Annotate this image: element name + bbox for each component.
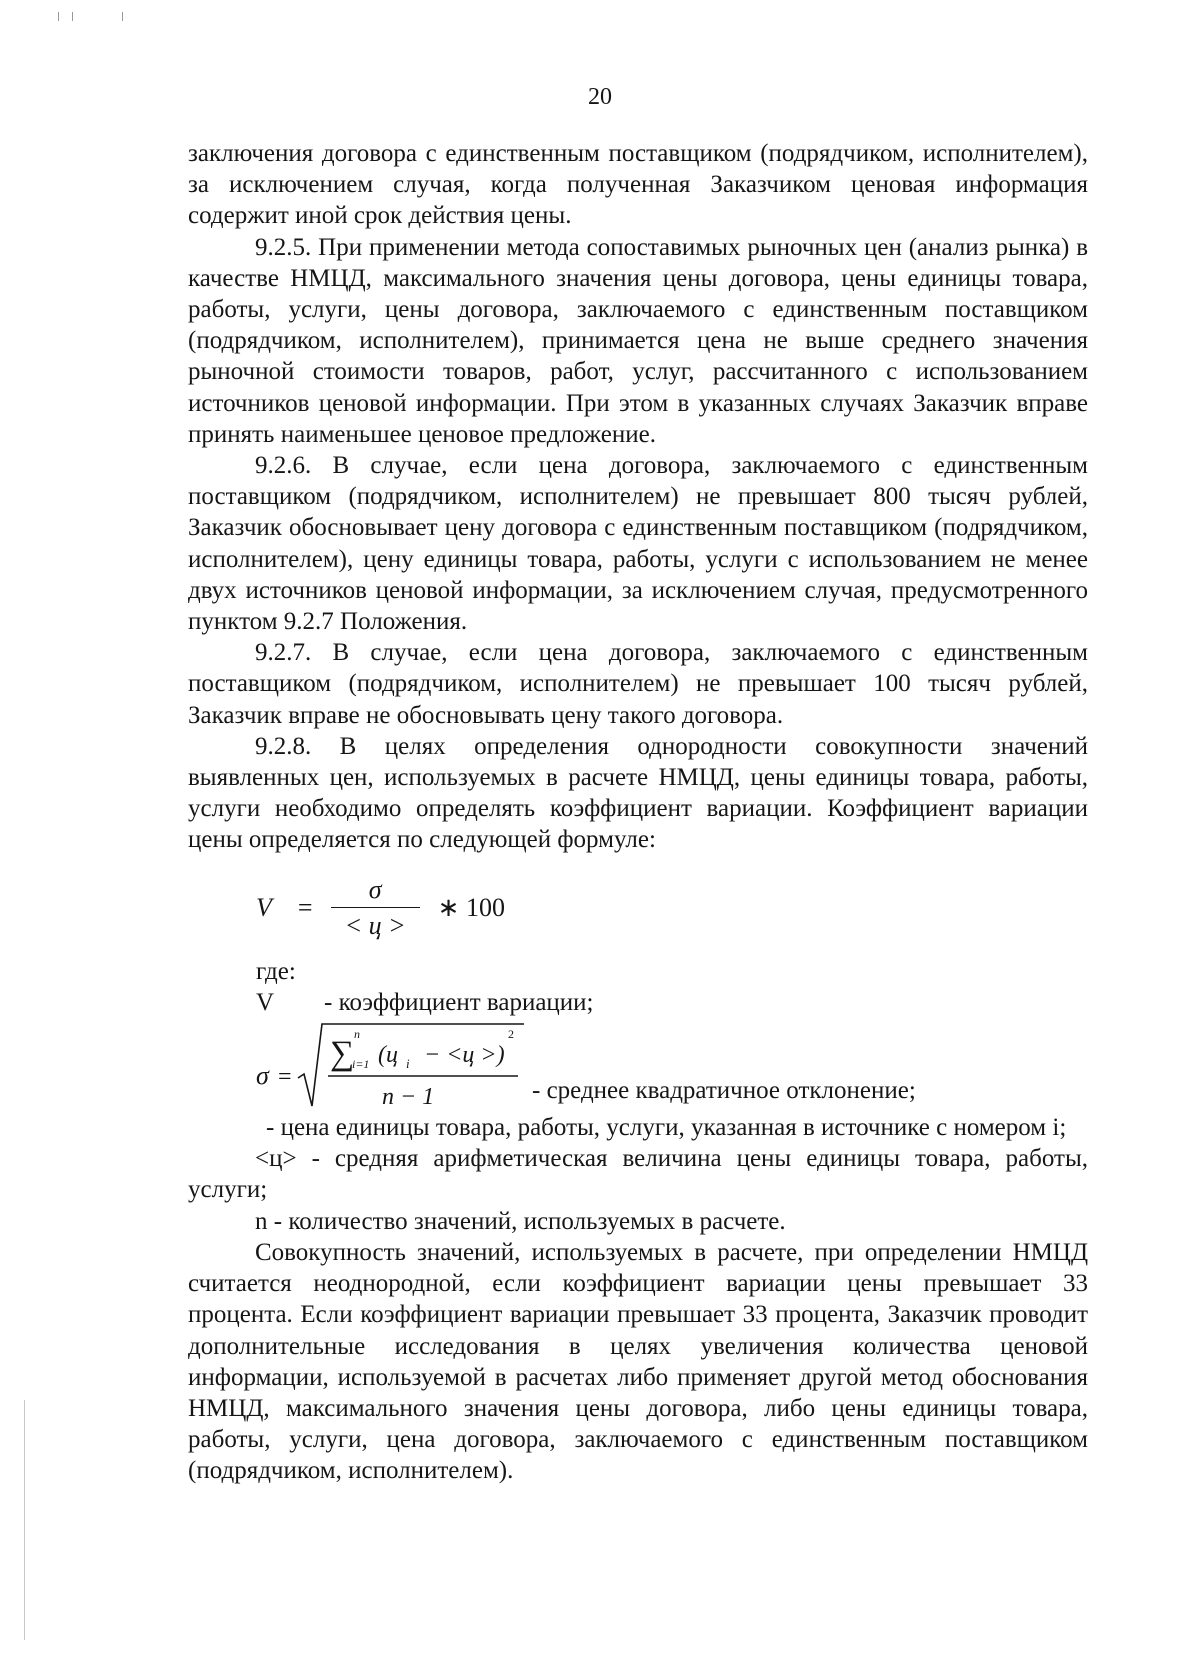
formula-v-multiplier: ∗ 100 bbox=[437, 893, 505, 923]
scan-mark bbox=[72, 12, 73, 21]
formula-v-lhs: V bbox=[256, 893, 272, 923]
paragraph-9-2-7: 9.2.7. В случае, если цена договора, заключаемого с единственным поставщиком (подрядчиком, исполнителем) не превышает 100 тысяч рублей, Заказчик вправе не обосновывать цену такого договора. bbox=[188, 639, 1088, 729]
formula-v-denominator: < ц > bbox=[331, 907, 420, 941]
formula-v-equals: = bbox=[297, 893, 313, 923]
scan-mark bbox=[58, 12, 59, 21]
paragraph-closing: Совокупность значений, используемых в расчете, при определении НМЦД считается неоднородной, если коэффициент вариации цены превышает 33 процента. Если коэффициент вариации превышает 33 процента, Заказчик проводит дополнительные исследования в целях увеличения количества ценовой информации, используемой в расчетах либо применяет другой метод обоснования НМЦД, максимального значения цены договора, либо цены единицы товара, работы, услуги, цена договора, заключаемого с единственным поставщиком (подрядчиком, исполнителем). bbox=[188, 1238, 1088, 1485]
sum-symbol: ∑ bbox=[330, 1035, 355, 1073]
page-number: 20 bbox=[588, 84, 612, 110]
sigma-formula-graphic bbox=[256, 1020, 526, 1112]
scan-margin-line bbox=[24, 1400, 25, 1640]
paragraph-continuation: заключения договора с единственным поставщиком (подрядчиком, исполнителем), за исключением случая, когда полученная Заказчиком ценовая информация содержит иной срок действия цены. bbox=[188, 140, 1088, 230]
definition-n: n - количество значений, используемых в расчете. bbox=[255, 1207, 786, 1235]
formula-standard-deviation bbox=[188, 1020, 1088, 1112]
sigma-denominator: n − 1 bbox=[382, 1084, 435, 1111]
formula-v-numerator: σ bbox=[368, 874, 382, 904]
paragraph-9-2-5: 9.2.5. При применении метода сопоставимых рыночных цен (анализ рынка) в качестве НМЦД, максимального значения цены договора, цены единицы товара, работы, услуги, цены договора, заключаемого с единственным поставщиком (подрядчиком, исполнителем), принимается цена не выше среднего значения рыночной стоимости товаров, работ, услуг, рассчитанного с использованием источников ценовой информации. При этом в указанных случаях Заказчик вправе принять наименьшее ценовое предложение. bbox=[188, 233, 1088, 448]
formula-variation-coefficient bbox=[256, 862, 1088, 954]
sum-upper-limit: n bbox=[354, 1027, 360, 1042]
scan-mark bbox=[122, 12, 123, 21]
definition-mean: <ц> - средняя арифметическая величина цены единицы товара, работы, услуги; bbox=[188, 1145, 1088, 1204]
definition-v-text: - коэффициент вариации; bbox=[324, 988, 594, 1016]
definition-sigma-text: - среднее квадратичное отклонение; bbox=[532, 1076, 916, 1104]
definition-v-symbol: V bbox=[256, 988, 275, 1016]
sigma-lhs: σ bbox=[256, 1061, 269, 1091]
definition-ci: - цена единицы товара, работы, услуги, указанная в источнике с номером i; bbox=[266, 1114, 1067, 1142]
sum-power: 2 bbox=[508, 1027, 514, 1042]
formula-v-fraction bbox=[331, 874, 420, 941]
sum-term: (ц bbox=[378, 1042, 398, 1069]
sum-lower-limit: i=1 bbox=[352, 1057, 370, 1072]
paragraph-9-2-8: 9.2.8. В целях определения однородности совокупности значений выявленных цен, используемых в расчете НМЦД, цены единицы товара, работы, услуги необходимо определять коэффициент вариации. Коэффициент вариации цены определяется по следующей формуле: bbox=[188, 732, 1088, 854]
sum-term-subscript: i bbox=[406, 1056, 410, 1072]
document-body bbox=[188, 138, 1088, 1487]
sum-minus-mean: − <ц >) bbox=[424, 1042, 505, 1069]
paragraph-9-2-6: 9.2.6. В случае, если цена договора, заключаемого с единственным поставщиком (подрядчиком, исполнителем) не превышает 800 тысяч рублей, Заказчик обосновывает цену договора с единственным поставщиком (подрядчиком, исполнителем), цену единицы товара, работы, услуги с использованием не менее двух источников ценовой информации, за исключением случая, предусмотренного пунктом 9.2.7 Положения. bbox=[188, 452, 1088, 636]
sigma-equals: = bbox=[278, 1064, 292, 1091]
definition-v bbox=[188, 987, 1088, 1018]
where-label: где: bbox=[256, 957, 296, 985]
